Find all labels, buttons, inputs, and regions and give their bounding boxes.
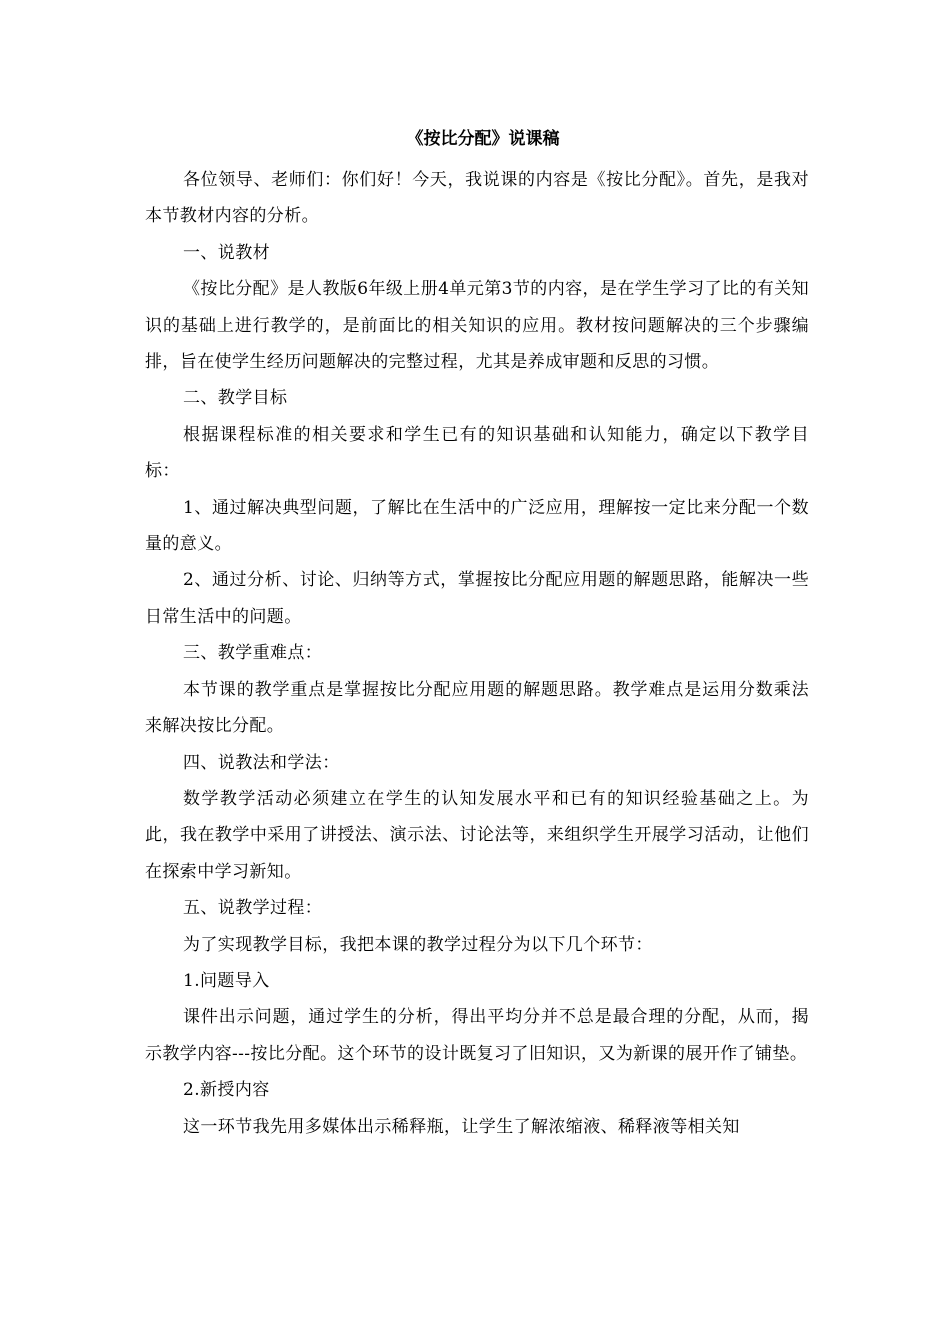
section-heading-textbook: 一、说教材: [183, 242, 270, 263]
methods-paragraph: 数学教学活动必须建立在学生的认知发展水平和已有的知识经验基础之上。为此，我在教学中采用了讲授法、演示法、讨论法等，来组织学生开展学习活动，让他们在探索中学习新知。: [145, 788, 809, 882]
key-points-paragraph: 本节课的教学重点是掌握按比分配应用题的解题思路。教学难点是运用分数乘法来解决按比分配。: [145, 679, 809, 737]
goals-intro-paragraph: 根据课程标准的相关要求和学生已有的知识基础和认知能力，确定以下教学目标：: [145, 424, 809, 482]
section-heading-process: 五、说教学过程：: [183, 898, 323, 919]
new-content-paragraph: 这一环节我先用多媒体出示稀释瓶，让学生了解浓缩液、稀释液等相关知: [183, 1116, 740, 1137]
subheading-new-content: 2.新授内容: [183, 1080, 270, 1101]
process-intro-paragraph: 为了实现教学目标，我把本课的教学过程分为以下几个环节：: [183, 934, 653, 955]
section-heading-methods: 四、说教法和学法：: [183, 752, 340, 773]
greeting-paragraph: 各位领导、老师们：你们好！今天，我说课的内容是《按比分配》。首先，是我对本节教材内容的分析。: [145, 170, 809, 227]
document-title: 《按比分配》说课稿: [406, 129, 560, 149]
problem-intro-paragraph: 课件出示问题，通过学生的分析，得出平均分并不总是最合理的分配，从而，揭示教学内容---按比分配。这个环节的设计既复习了旧知识，又为新课的展开作了铺垫。: [145, 1007, 809, 1064]
section-heading-goals: 二、教学目标: [183, 388, 288, 409]
goal-item-1: 1、通过解决典型问题，了解比在生活中的广泛应用，理解按一定比来分配一个数量的意义。: [145, 497, 809, 555]
textbook-paragraph: 《按比分配》是人教版6年级上册4单元第3节的内容，是在学生学习了比的有关知识的基础上进行教学的，是前面比的相关知识的应用。教材按问题解决的三个步骤编排，旨在使学生经历问题解决的完整过程，尤其是养成审题和反思的习惯。: [145, 279, 809, 373]
goal-item-2: 2、通过分析、讨论、归纳等方式，掌握按比分配应用题的解题思路，能解决一些日常生活中的问题。: [145, 570, 809, 627]
subheading-problem-intro: 1.问题导入: [183, 970, 270, 991]
document-page: [145, 128, 809, 1145]
section-heading-key-points: 三、教学重难点：: [183, 643, 323, 664]
